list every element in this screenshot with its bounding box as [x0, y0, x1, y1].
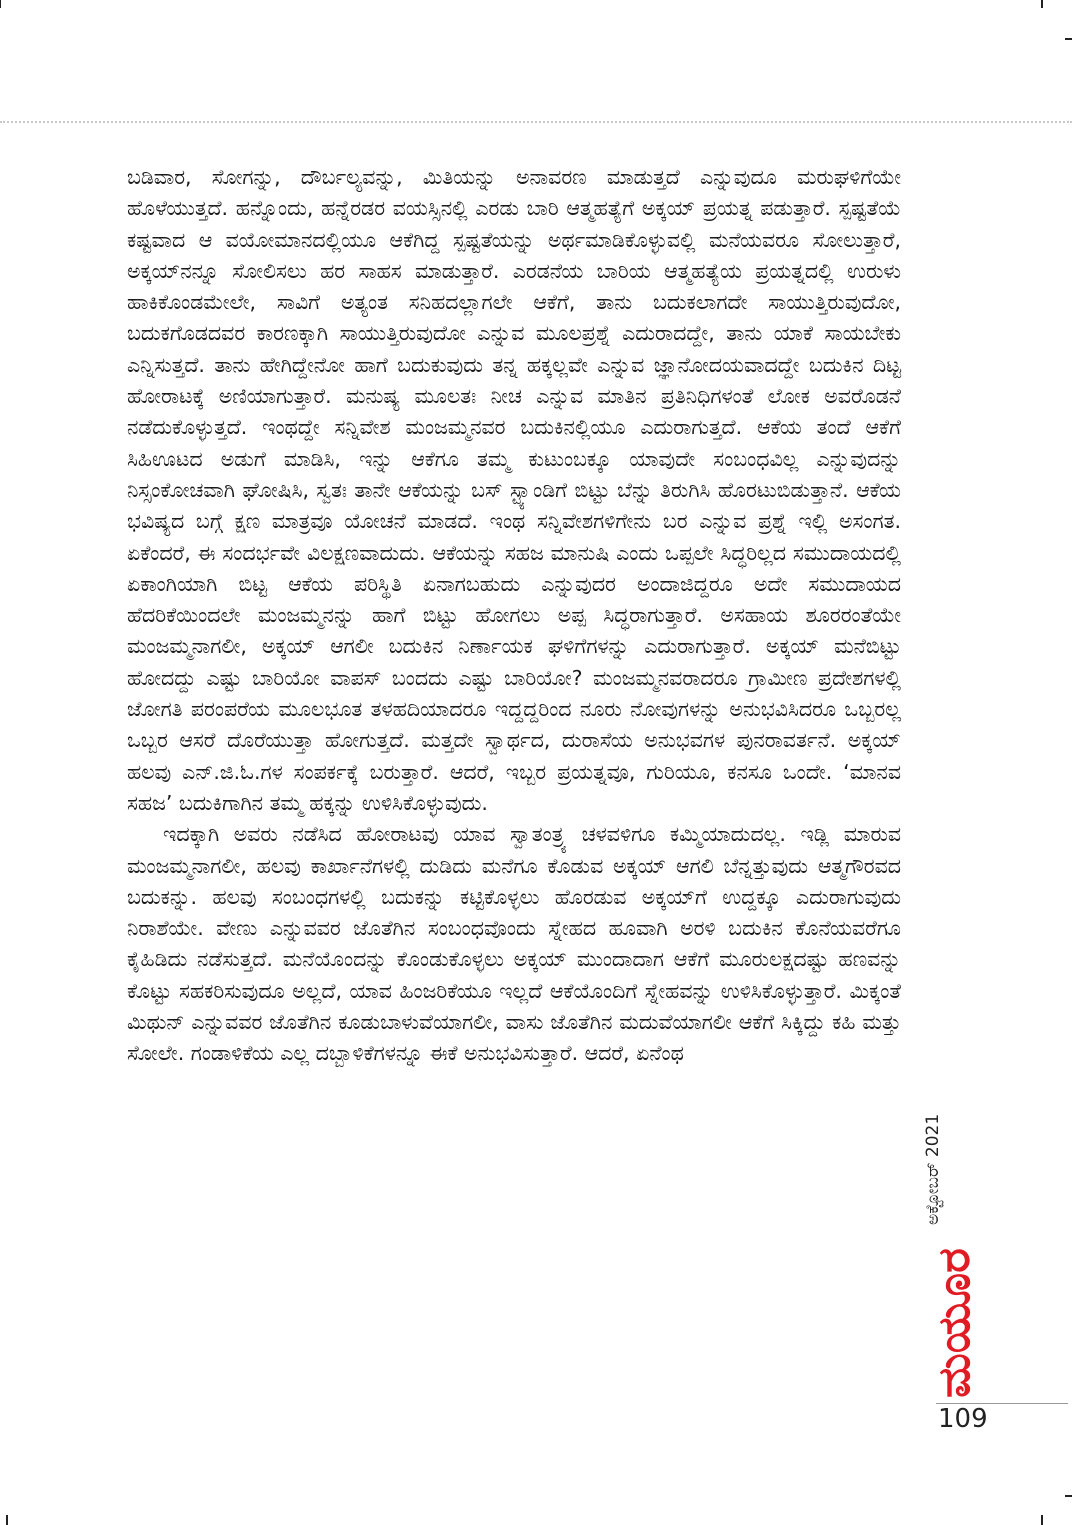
paragraph-2: ಇದಕ್ಕಾಗಿ ಅವರು ನಡೆಸಿದ ಹೋರಾಟವು ಯಾವ ಸ್ವಾತಂತ್ರ್ಯ ಚಳವಳಿಗೂ ಕಮ್ಮಿಯಾದುದಲ್ಲ. ಇಡ್ಲಿ ಮಾರುವ ಮಂಜಮ್ಮನಾಗಲೀ, ಹಲವು ಕಾರ್ಖಾನೆಗಳಲ್ಲಿ ದುಡಿದು ಮನೆಗೂ ಕೊಡುವ ಅಕ್ಕಯ್ ಆಗಲಿ ಬೆನ್ನತ್ತುವುದು ಆತ್ಮಗೌರವದ ಬದುಕನ್ನು. ಹಲವು ಸಂಬಂಧಗಳಲ್ಲಿ ಬದುಕನ್ನು ಕಟ್ಟಿಕೊಳ್ಳಲು ಹೊರಡುವ ಅಕ್ಕಯ್‌ಗೆ ಉದ್ದಕ್ಕೂ ಎದುರಾಗುವುದು ನಿರಾಶೆಯೇ. ವೇಣು ಎನ್ನುವವರ ಜೊತೆಗಿನ ಸಂಬಂಧವೊಂದು ಸ್ನೇಹದ ಹೂವಾಗಿ ಅರಳಿ ಬದುಕಿನ ಕೊನೆಯವರೆಗೂ ಕೈಹಿಡಿದು ನಡೆಸುತ್ತದೆ. ಮನೆಯೊಂದನ್ನು ಕೊಂಡುಕೊಳ್ಳಲು ಅಕ್ಕಯ್ ಮುಂದಾದಾಗ ಆಕೆಗೆ ಮೂರುಲಕ್ಷದಷ್ಟು ಹಣವನ್ನು ಕೊಟ್ಟು ಸಹಕರಿಸುವುದೂ ಅಲ್ಲದೆ, ಯಾವ ಹಿಂಜರಿಕೆಯೂ ಇಲ್ಲದೆ ಆಕೆಯೊಂದಿಗೆ ಸ್ನೇಹವನ್ನು ಉಳಿಸಿಕೊಳ್ಳುತ್ತಾರೆ. ಮಿಕ್ಕಂತೆ ಮಿಥುನ್ ಎನ್ನುವವರ ಜೊತೆಗಿನ ಕೂಡುಬಾಳುವೆಯಾಗಲೀ, ವಾಸು ಜೊತೆಗಿನ ಮದುವೆಯಾಗಲೀ ಆಕೆಗೆ ಸಿಕ್ಕಿದ್ದು ಕಹಿ ಮತ್ತು ಸೋಲೇ. ಗಂಡಾಳಿಕೆಯ ಎಲ್ಲ ದಬ್ಬಾಳಿಕೆಗಳನ್ನೂ ಈಕೆ ಅನುಭವಿಸುತ್ತಾರೆ. ಆದರೆ, ಏನೆಂಥ: [127, 822, 901, 1066]
crop-mark-top-right: [1041, 0, 1043, 8]
article-body: [127, 162, 901, 1070]
magazine-logo-text: ಮಯೂರ: [929, 1257, 980, 1398]
crop-mark-right-upper: [1065, 38, 1072, 40]
crop-mark-bottom-left: [6, 1515, 8, 1525]
crop-mark-right-lower: [1065, 1495, 1072, 1497]
header-dotted-rule: [0, 121, 1072, 123]
crop-mark-bottom-right: [1041, 1515, 1043, 1525]
page-number: 109: [938, 1404, 988, 1434]
magazine-logo: [921, 1240, 981, 1400]
issue-date: ಅಕ್ಟೋಬರ್ 2021: [923, 1113, 943, 1225]
crop-mark-top-left: [0, 0, 1, 8]
sidebar-masthead: [921, 1075, 981, 1405]
paragraph-1: ಬಡಿವಾರ, ಸೋಗನ್ನು, ದೌರ್ಬಲ್ಯವನ್ನು, ಮಿತಿಯನ್ನು ಅನಾವರಣ ಮಾಡುತ್ತದೆ ಎನ್ನುವುದೂ ಮರುಘಳಿಗೆಯೇ ಹೊಳೆಯುತ್ತದೆ. ಹನ್ನೊಂದು, ಹನ್ನೆರಡರ ವಯಸ್ಸಿನಲ್ಲಿ ಎರಡು ಬಾರಿ ಆತ್ಮಹತ್ಯೆಗೆ ಅಕ್ಕಯ್ ಪ್ರಯತ್ನ ಪಡುತ್ತಾರೆ. ಸ್ಪಷ್ಟತೆಯೆ ಕಷ್ಟವಾದ ಆ ವಯೋಮಾನದಲ್ಲಿಯೂ ಆಕೆಗಿದ್ದ ಸ್ಪಷ್ಟತೆಯನ್ನು ಅರ್ಥಮಾಡಿಕೊಳ್ಳುವಲ್ಲಿ ಮನೆಯವರೂ ಸೋಲುತ್ತಾರೆ, ಅಕ್ಕಯ್‌ನನ್ನೂ ಸೋಲಿಸಲು ಹರ ಸಾಹಸ ಮಾಡುತ್ತಾರೆ. ಎರಡನೆಯ ಬಾರಿಯ ಆತ್ಮಹತ್ಯೆಯ ಪ್ರಯತ್ನದಲ್ಲಿ ಉರುಳು ಹಾಕಿಕೊಂಡಮೇಲೇ, ಸಾವಿಗೆ ಅತ್ಯಂತ ಸನಿಹದಲ್ಲಾಗಲೇ ಆಕೆಗೆ, ತಾನು ಬದುಕಲಾಗದೇ ಸಾಯುತ್ತಿರುವುದೋ, ಬದುಕಗೊಡದವರ ಕಾರಣಕ್ಕಾಗಿ ಸಾಯುತ್ತಿರುವುದೋ ಎನ್ನುವ ಮೂಲಪ್ರಶ್ನೆ ಎದುರಾದದ್ದೇ, ತಾನು ಯಾಕೆ ಸಾಯಬೇಕು ಎನ್ನಿಸುತ್ತದೆ. ತಾನು ಹೇಗಿದ್ದೇನೋ ಹಾಗೆ ಬದುಕುವುದು ತನ್ನ ಹಕ್ಕಲ್ಲವೇ ಎನ್ನುವ ಜ್ಞಾನೋದಯವಾದದ್ದೇ ಬದುಕಿನ ದಿಟ್ಟ ಹೋರಾಟಕ್ಕೆ ಅಣಿಯಾಗುತ್ತಾರೆ. ಮನುಷ್ಯ ಮೂಲತಃ ನೀಚ ಎನ್ನುವ ಮಾತಿನ ಪ್ರತಿನಿಧಿಗಳಂತೆ ಲೋಕ ಅವರೊಡನೆ ನಡೆದುಕೊಳ್ಳುತ್ತದೆ. ಇಂಥದ್ದೇ ಸನ್ನಿವೇಶ ಮಂಜಮ್ಮನವರ ಬದುಕಿನಲ್ಲಿಯೂ ಎದುರಾಗುತ್ತದೆ. ಆಕೆಯ ತಂದೆ ಆಕೆಗೆ ಸಿಹಿಊಟದ ಅಡುಗೆ ಮಾಡಿಸಿ, ಇನ್ನು ಆಕೆಗೂ ತಮ್ಮ ಕುಟುಂಬಕ್ಕೂ ಯಾವುದೇ ಸಂಬಂಧವಿಲ್ಲ ಎನ್ನುವುದನ್ನು ನಿಸ್ಸಂಕೋಚವಾಗಿ ಘೋಷಿಸಿ, ಸ್ವತಃ ತಾನೇ ಆಕೆಯನ್ನು ಬಸ್ ಸ್ಟ್ಯಾಂಡಿಗೆ ಬಿಟ್ಟು ಬೆನ್ನು ತಿರುಗಿಸಿ ಹೊರಟುಬಿಡುತ್ತಾನೆ. ಆಕೆಯ ಭವಿಷ್ಯದ ಬಗ್ಗೆ ಕ್ಷಣ ಮಾತ್ರವೂ ಯೋಚನೆ ಮಾಡದೆ. ಇಂಥ ಸನ್ನಿವೇಶಗಳಿಗೇನು ಬರ ಎನ್ನುವ ಪ್ರಶ್ನೆ ಇಲ್ಲಿ ಅಸಂಗತ. ಏಕೆಂದರೆ, ಈ ಸಂದರ್ಭವೇ ವಿಲಕ್ಷಣವಾದುದು. ಆಕೆಯನ್ನು ಸಹಜ ಮಾನುಷಿ ಎಂದು ಒಪ್ಪಲೇ ಸಿದ್ಧರಿಲ್ಲದ ಸಮುದಾಯದಲ್ಲಿ ಏಕಾಂಗಿಯಾಗಿ ಬಿಟ್ಟ ಆಕೆಯ ಪರಿಸ್ಥಿತಿ ಏನಾಗಬಹುದು ಎನ್ನುವುದರ ಅಂದಾಜಿದ್ದರೂ ಅದೇ ಸಮುದಾಯದ ಹೆದರಿಕೆಯಿಂದಲೇ ಮಂಜಮ್ಮನನ್ನು ಹಾಗೆ ಬಿಟ್ಟು ಹೋಗಲು ಅಪ್ಪ ಸಿದ್ಧರಾಗುತ್ತಾರೆ. ಅಸಹಾಯ ಶೂರರಂತೆಯೇ ಮಂಜಮ್ಮನಾಗಲೀ, ಅಕ್ಕಯ್ ಆಗಲೀ ಬದುಕಿನ ನಿರ್ಣಾಯಕ ಘಳಿಗೆಗಳನ್ನು ಎದುರಾಗುತ್ತಾರೆ. ಅಕ್ಕಯ್ ಮನೆಬಿಟ್ಟು ಹೋದದ್ದು ಎಷ್ಟು ಬಾರಿಯೋ ವಾಪಸ್ ಬಂದದು ಎಷ್ಟು ಬಾರಿಯೋ? ಮಂಜಮ್ಮನವರಾದರೂ ಗ್ರಾಮೀಣ ಪ್ರದೇಶಗಳಲ್ಲಿ ಜೋಗತಿ ಪರಂಪರೆಯ ಮೂಲಭೂತ ತಳಹದಿಯಾದರೂ ಇದ್ದದ್ದರಿಂದ ನೂರು ನೋವುಗಳನ್ನು ಅನುಭವಿಸಿದರೂ ಒಬ್ಬರಲ್ಲ ಒಬ್ಬರ ಆಸರೆ ದೊರೆಯುತ್ತಾ ಹೋಗುತ್ತದೆ. ಮತ್ತದೇ ಸ್ವಾರ್ಥದ, ದುರಾಸೆಯ ಅನುಭವಗಳ ಪುನರಾವರ್ತನೆ. ಅಕ್ಕಯ್ ಹಲವು ಎನ್.ಜಿ.ಓ.ಗಳ ಸಂಪರ್ಕಕ್ಕೆ ಬರುತ್ತಾರೆ. ಆದರೆ, ಇಬ್ಬರ ಪ್ರಯತ್ನವೂ, ಗುರಿಯೂ, ಕನಸೂ ಒಂದೇ. ‘ಮಾನವ ಸಹಜ’ ಬದುಕಿಗಾಗಿನ ತಮ್ಮ ಹಕ್ಕನ್ನು ಉಳಿಸಿಕೊಳ್ಳುವುದು.: [127, 165, 901, 815]
